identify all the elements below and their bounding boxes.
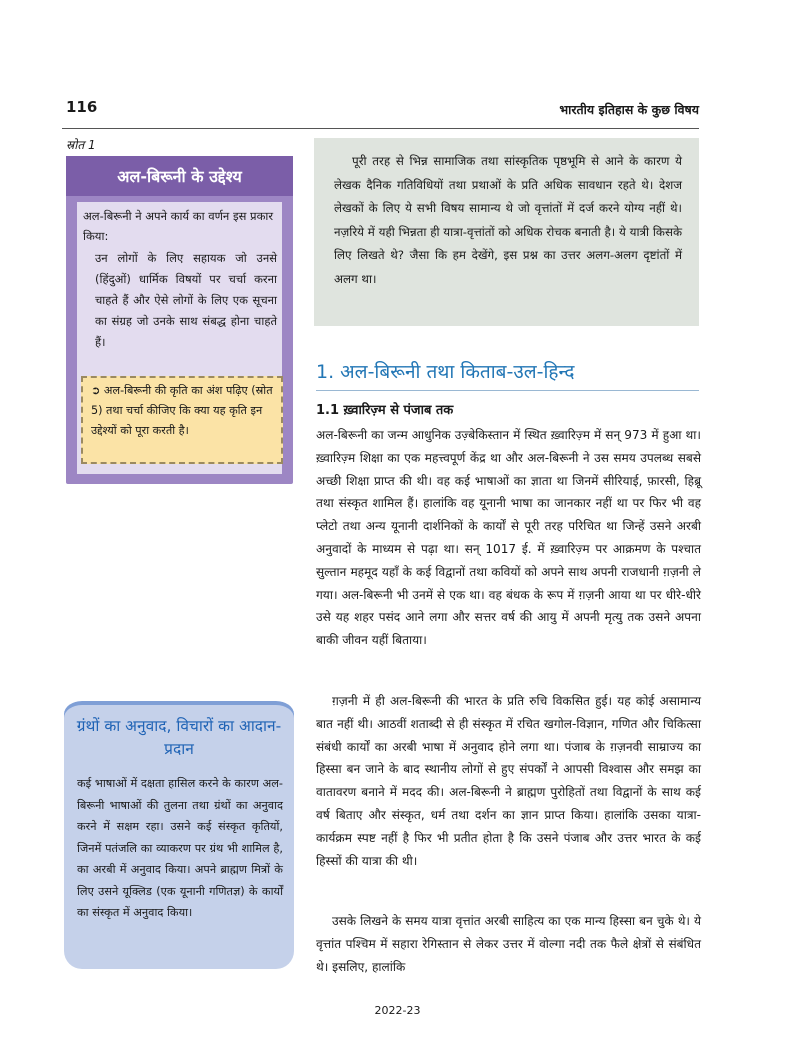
aside-title: ग्रंथों का अनुवाद, विचारों का आदान-प्रदान [76,717,282,758]
source-task-box: ➲ अल-बिरूनी की कृति का अंश पढ़िए (स्रोत 5) तथा चर्चा कीजिए कि क्या यह कृति इन उद्देश्यों को पूरा करती है। [81,376,283,464]
section-rule [316,390,699,391]
body-paragraph-3: उसके लिखने के समय यात्रा वृत्तांत अरबी साहित्य का एक मान्य हिस्सा बन चुके थे। ये वृत्तांत पश्चिम में सहारा रेगिस्तान से लेकर उत्तर में वोल्गा नदी तक फैले क्षेत्रों से संबंधित थे। इसलिए, हालांकि [316,914,701,974]
source-quote: उन लोगों के लिए सहायक जो उनसे (हिंदुओं) धार्मिक विषयों पर चर्चा करना चाहते हैं और ऐसे लोगों के लिए एक सूचना का संग्रह जो उनके साथ संबद्ध होना चाहते हैं। [95,251,277,349]
source-box [66,156,293,484]
page-number: 116 [66,98,98,116]
source-content [77,202,282,474]
source-intro: अल-बिरूनी ने अपने कार्य का वर्णन इस प्रकार किया: [83,209,274,243]
section-heading: 1. अल-बिरूनी तथा किताब-उल-हिन्द [316,361,575,383]
running-head: भारतीय इतिहास के कुछ विषय [559,102,699,117]
intro-box [314,138,699,326]
source-label: स्रोत 1 [66,138,96,152]
header-rule [62,128,699,129]
footer-year: 2022-23 [374,1004,421,1017]
aside-text: कई भाषाओं में दक्षता हासिल करने के कारण अल-बिरूनी भाषाओं की तुलना तथा ग्रंथों का अनुवाद करने में सक्षम रहा। उसने कई संस्कृत कृतियों, जिनमें पतंजलि का व्याकरण पर ग्रंथ भी शामिल है, का अरबी में अनुवाद किया। अपने ब्राह्मण मित्रों के लिए उसने यूक्लिड (एक यूनानी गणितज्ञ) के कार्यों का संस्कृत में अनुवाद किया। [77,777,283,919]
body-paragraph-2: ग़ज़नी में ही अल-बिरूनी की भारत के प्रति रुचि विकसित हुई। यह कोई असामान्य बात नहीं थी। आठवीं शताब्दी से ही संस्कृत में रचित खगोल-विज्ञान, गणित और चिकित्सा संबंधी कार्यों का अरबी भाषा में अनुवाद होने लगा था। पंजाब के ग़ज़नवी साम्राज्य का हिस्सा बन जाने के बाद स्थानीय लोगों से हुए संपर्कों ने आपसी विश्वास और समझ का वातावरण बनाने में मदद की। अल-बिरूनी ने ब्राह्मण पुरोहितों तथा विद्वानों के साथ कई वर्ष बिताए और संस्कृत, धर्म तथा दर्शन का ज्ञान प्राप्त किया। हालांकि उसका यात्रा-कार्यक्रम स्पष्ट नहीं है फिर भी प्रतीत होता है कि उसने पंजाब और उत्तर भारत के कई हिस्सों की यात्रा की थी। [316,694,701,868]
body-paragraph-1: अल-बिरूनी का जन्म आधुनिक उज़्बेकिस्तान में स्थित ख़्वारिज़्म में सन् 973 में हुआ था। ख़्वारिज़्म शिक्षा का एक महत्त्वपूर्ण केंद्र था और अल-बिरूनी ने उस समय उपलब्ध सबसे अच्छी शिक्षा प्राप्त की थी। वह कई भाषाओं का ज्ञाता था जिनमें सीरियाई, फ़ारसी, हिब्रू तथा संस्कृत शामिल हैं। हालांकि वह यूनानी भाषा का जानकार नहीं था पर फिर भी वह प्लेटो तथा अन्य यूनानी दार्शनिकों के कार्यों से पूरी तरह परिचित था जिन्हें उसने अरबी अनुवादों के माध्यम से पढ़ा था। सन् 1017 ई. में ख़्वारिज़्म पर आक्रमण के पश्चात सुल्तान महमूद यहाँ के कई विद्वानों तथा कवियों को अपने साथ अपनी राजधानी ग़ज़नी ले गया। अल-बिरूनी भी उनमें से एक था। वह बंधक के रूप में ग़ज़नी आया था पर धीरे-धीरे उसे यह शहर पसंद आने लगा और सत्तर वर्ष की आयु में अपनी मृत्यु तक उसने अपना बाकी जीवन यहीं बिताया। [316,428,701,648]
aside-box [64,696,294,969]
sub-heading: 1.1 ख़्वारिज़्म से पंजाब तक [316,403,454,418]
source-title: अल-बिरूनी के उद्देश्य [117,167,242,186]
intro-text: पूरी तरह से भिन्न सामाजिक तथा सांस्कृतिक पृष्ठभूमि से आने के कारण ये लेखक दैनिक गतिविधियों तथा प्रथाओं के प्रति अधिक सावधान रहते थे। देशज लेखकों के लिए ये सभी विषय सामान्य थे जो वृत्तांतों में दर्ज करने योग्य नहीं थे। नज़रिये में यही भिन्नता ही यात्रा-वृत्तांतों को अधिक रोचक बनाती है। ये यात्री किसके लिए लिखते थे? जैसा कि हम देखेंगे, इस प्रश्न का उत्तर अलग-अलग दृष्टांतों में अलग था। [334,154,682,286]
